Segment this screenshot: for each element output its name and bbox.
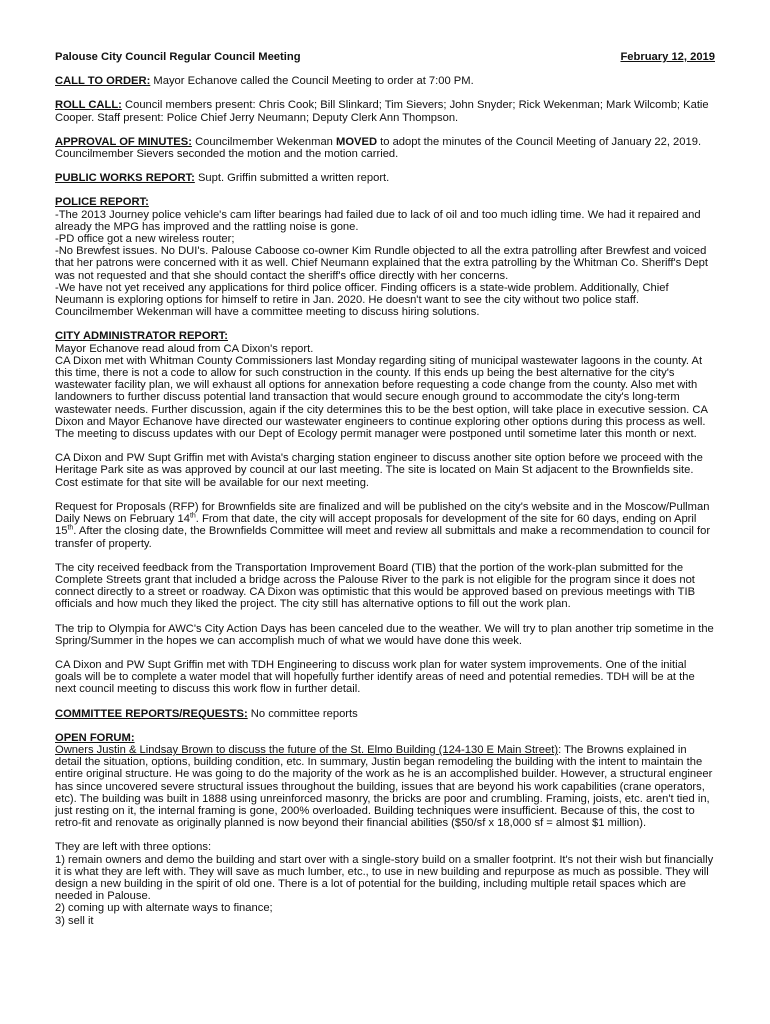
committee-text: No committee reports <box>250 707 358 720</box>
approval-heading: APPROVAL OF MINUTES: <box>55 135 192 148</box>
police-item: -PD office got a new wireless router; <box>55 233 235 246</box>
meeting-title: Palouse City Council Regular Council Meeting <box>55 51 301 63</box>
superscript-th: th <box>189 512 196 520</box>
public-works-text: Supt. Griffin submitted a written report. <box>197 172 390 185</box>
city-admin-paragraph <box>55 501 715 550</box>
committee-heading: COMMITTEE REPORTS/REQUESTS: <box>55 707 248 720</box>
approval-section <box>55 136 715 160</box>
approval-text-after: to adopt the minutes of the Council Meeting of January 22, 2019. Councilmember Sievers seconded the motion and the motion carried. <box>55 135 702 161</box>
superscript-th: th <box>67 524 74 532</box>
open-forum-heading: OPEN FORUM: <box>55 731 135 744</box>
option-item: 2) coming up with alternate ways to finance; <box>55 902 273 915</box>
call-to-order-heading: CALL TO ORDER: <box>55 75 151 88</box>
city-admin-paragraph: The city received feedback from the Transportation Improvement Board (TIB) that the portion of the work-plan submitted for the Complete Streets grant that included a bridge across the Palouse River to the park is not eligible for the program since it does not connect directly to a street or roadway. CA Dixon was optimistic that this would be approved based on previous meetings with TIB officials and how much they liked the project. The city still has alternative options to fill out the work plan. <box>55 561 696 611</box>
option-item: 1) remain owners and demo the building and start over with a single-story build on a smaller footprint. It's not their wish but financially it is what they are left with. They will save as much lumber, etc., to use in new building and repurpose as much as possible. They will design a new building in the spirit of old one. There is a lot of potential for the building, including multiple retail spaces which are needed in Palouse. <box>55 853 714 903</box>
roll-call-section <box>55 99 715 123</box>
city-admin-heading: CITY ADMINISTRATOR REPORT: <box>55 330 228 343</box>
public-works-heading: PUBLIC WORKS REPORT: <box>55 172 195 185</box>
options-intro: They are left with three options: <box>55 841 212 854</box>
committee-section <box>55 708 715 720</box>
city-admin-section <box>55 330 715 695</box>
open-forum-section <box>55 732 715 927</box>
roll-call-text: Council members present: Chris Cook; Bill Slinkard; Tim Sievers; John Snyder; Rick Wekenman; Mark Wilcomb; Katie Cooper. Staff present: Police Chief Jerry Neumann; Deputy Clerk Ann Thompson. <box>55 99 709 124</box>
open-forum-paragraph <box>55 744 715 829</box>
police-item: -The 2013 Journey police vehicle's cam lifter bearings had failed due to lack of oil and too much idling time. We had it repaired and already the MPG has improved and the rattling noise is gone. <box>55 208 701 233</box>
document-page <box>55 51 715 939</box>
approval-moved: MOVED <box>336 135 378 148</box>
approval-text-before: Councilmember Wekenman <box>195 135 333 148</box>
call-to-order-text: Mayor Echanove called the Council Meeting to order at 7:00 PM. <box>153 75 474 88</box>
call-to-order-section <box>55 75 715 87</box>
police-heading: POLICE REPORT: <box>55 196 149 209</box>
city-admin-paragraph: The trip to Olympia for AWC's City Action Days has been canceled due to the weather. We will try to plan another trip sometime in the Spring/Summer in the hopes we can accomplish much of what we would have done this week. <box>55 622 714 647</box>
document-header <box>55 51 715 63</box>
option-item: 3) sell it <box>55 914 94 927</box>
rfp-text-a: Request for Proposals (RFP) for Brownfields site are finalized and will be published on the city's website and in the Moscow/Pullman Daily News on February 14 <box>55 500 710 526</box>
police-item: -No Brewfest issues. No DUI's. Palouse Caboose co-owner Kim Rundle objected to all the extra patrolling after Brewfest and voiced that her patrons were concerned with it as well. Chief Neumann explained that the extra patrolling by the Whitman Co. Sheriff's Dept was not requested and that she should contact the sheriff's office directly with her concerns. <box>55 245 709 282</box>
rfp-text-c: . After the closing date, the Brownfields Committee will meet and review all submittals and make a recommendation to council for transfer of property. <box>55 525 711 550</box>
meeting-date: February 12, 2019 <box>620 51 715 63</box>
city-admin-intro: Mayor Echanove read aloud from CA Dixon's report. <box>55 342 314 355</box>
open-forum-topic: Owners Justin & Lindsay Brown to discuss the future of the St. Elmo Building (124-130 E Main Street) <box>55 743 559 756</box>
city-admin-paragraph: CA Dixon and PW Supt Griffin met with TDH Engineering to discuss work plan for water system improvements. One of the initial goals will be to complete a water model that will hopefully further identify areas of need and potential remedies. TDH will be at the next council meeting to discuss this work flow in further detail. <box>55 658 695 696</box>
police-item: -We have not yet received any applications for third police officer. Finding officers is a state-wide problem. Additionally, Chief Neumann is exploring options for himself to retire in Jan. 2020. He doesn't want to see the city without two police staff. Councilmember Wekenman will have a committee meeting to discuss hiring solutions. <box>55 281 669 319</box>
open-forum-text: : The Browns explained in detail the situation, options, building condition, etc. In summary, Justin began remodeling the building with the intent to maintain the entire original structure. He was going to do the majority of the work as he is an accomplished builder. However, a structural engineer has since uncovered severe structural issues throughout the building, issues that are beyond his work capabilities (crane operators, etc). The building was built in 1888 using unreinforced masonry, the bricks are poor and crumbling. Framing, joists, etc. aren't tied in, just resting on it, the internal framing is gone, 200% overloaded. Building techniques were insufficient. Because of this, the cost to retro-fit and renovate as originally planned is now beyond their financial abilities ($50/sf x 18,000 sf = almost $1 million). <box>55 743 713 830</box>
roll-call-heading: ROLL CALL: <box>55 99 122 112</box>
police-section <box>55 196 715 318</box>
public-works-section <box>55 172 715 184</box>
city-admin-paragraph: CA Dixon and PW Supt Griffin met with Avista's charging station engineer to discuss another site option before we proceed with the Heritage Park site as was approved by council at our last meeting. The site is located on Main St adjacent to the Brownfields site. Cost estimate for that site will be available for our next meeting. <box>55 452 703 489</box>
city-admin-paragraph: CA Dixon met with Whitman County Commissioners last Monday regarding siting of municipal wastewater lagoons in the county. At this time, there is not a code to allow for such construction in the county. If this ends up being the best alternative for the city's wastewater facility plan, we will exhaust all options for annexation before requesting a code change from the county. Also met with landowners to further discuss potential land transaction that would secure enough ground to accommodate the city's long-term wastewater needs. Further discussion, again if the city determines this to be the best option, will take place in executive session. CA Dixon and Mayor Echanove have directed our wastewater engineers to continue exploring other options during this process as well. The meeting to discuss updates with our Dept of Ecology permit manager were postponed until sometime later this month or next. <box>55 354 708 441</box>
rfp-text-b: . From that date, the city will accept proposals for development of the site for 60 days, ending on April 15 <box>55 513 697 538</box>
